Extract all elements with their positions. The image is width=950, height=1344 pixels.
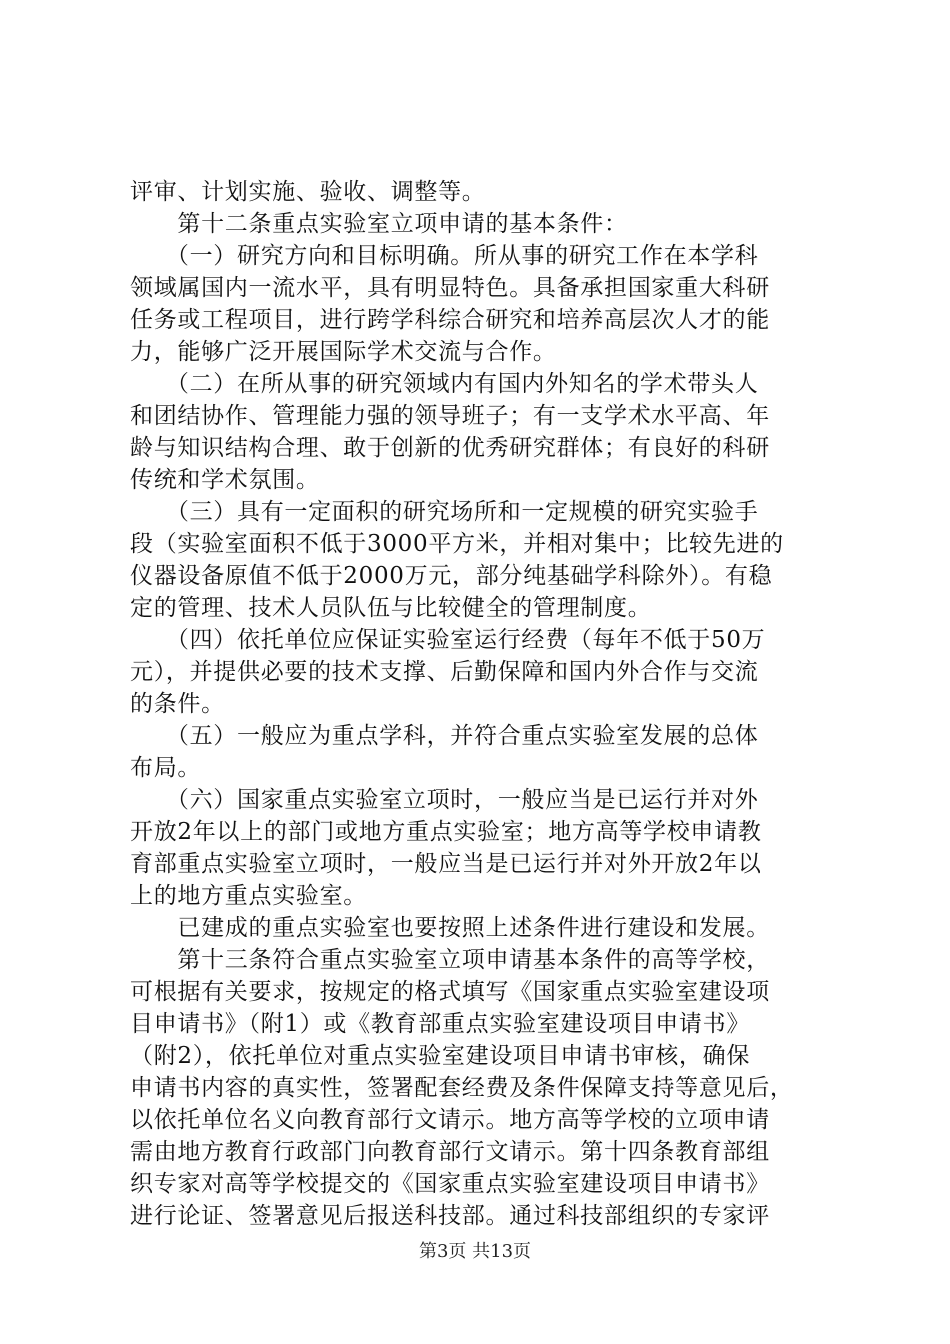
text-line: 目申请书》（附1）或《教育部重点实验室建设项目申请书》 [130, 1011, 751, 1037]
text-line: （六）国家重点实验室立项时，一般应当是已运行并对外 [130, 787, 759, 813]
page-number-footer: 第3页 共13页 [418, 1241, 532, 1262]
text-line: 任务或工程项目，进行跨学科综合研究和培养高层次人才的能 [130, 307, 770, 333]
text-line: （五）一般应为重点学科，并符合重点实验室发展的总体 [130, 723, 759, 749]
text-line: 进行论证、签署意见后报送科技部。通过科技部组织的专家评 [130, 1203, 770, 1229]
text-line: 段（实验室面积不低于3000平方米，并相对集中；比较先进的 [130, 531, 784, 557]
text-line: 力，能够广泛开展国际学术交流与合作。 [130, 339, 557, 365]
text-line: （三）具有一定面积的研究场所和一定规模的研究实验手 [130, 499, 759, 525]
text-line: 布局。 [130, 755, 202, 781]
text-line: （四）依托单位应保证实验室运行经费（每年不低于50万 [130, 627, 766, 653]
text-line: 龄与知识结构合理、敢于创新的优秀研究群体；有良好的科研 [130, 435, 770, 461]
text-line: 和团结协作、管理能力强的领导班子；有一支学术水平高、年 [130, 403, 770, 429]
text-line: （二）在所从事的研究领域内有国内外知名的学术带头人 [130, 371, 759, 397]
text-line: 开放2年以上的部门或地方重点实验室；地方高等学校申请教 [130, 819, 762, 845]
text-line: 仪器设备原值不低于2000万元，部分纯基础学科除外）。有稳 [130, 563, 773, 589]
text-line: 评审、计划实施、验收、调整等。 [130, 179, 486, 205]
text-line: 申请书内容的真实性，签署配套经费及条件保障支持等意见后， [130, 1075, 794, 1101]
text-line: （附2），依托单位对重点实验室建设项目申请书审核，确保 [130, 1043, 751, 1069]
text-line: 定的管理、技术人员队伍与比较健全的管理制度。 [130, 595, 652, 621]
text-line: 第十三条符合重点实验室立项申请基本条件的高等学校， [130, 947, 770, 973]
text-line: 已建成的重点实验室也要按照上述条件进行建设和发展。 [130, 915, 770, 941]
text-line: 以依托单位名义向教育部行文请示。地方高等学校的立项申请 [130, 1107, 770, 1133]
text-line: 织专家对高等学校提交的《国家重点实验室建设项目申请书》 [130, 1171, 770, 1197]
text-line: 元），并提供必要的技术支撑、后勤保障和国内外合作与交流 [130, 659, 759, 685]
text-line: 可根据有关要求，按规定的格式填写《国家重点实验室建设项 [130, 979, 770, 1005]
text-line: 需由地方教育行政部门向教育部行文请示。第十四条教育部组 [130, 1139, 770, 1165]
text-line: 第十二条重点实验室立项申请的基本条件： [130, 211, 628, 237]
text-line: 领域属国内一流水平，具有明显特色。具备承担国家重大科研 [130, 275, 770, 301]
text-line: 的条件。 [130, 691, 225, 717]
text-line: （一）研究方向和目标明确。所从事的研究工作在本学科 [130, 243, 759, 269]
text-line: 育部重点实验室立项时，一般应当是已运行并对外开放2年以 [130, 851, 762, 877]
text-line: 传统和学术氛围。 [130, 467, 320, 493]
text-line: 上的地方重点实验室。 [130, 883, 367, 909]
